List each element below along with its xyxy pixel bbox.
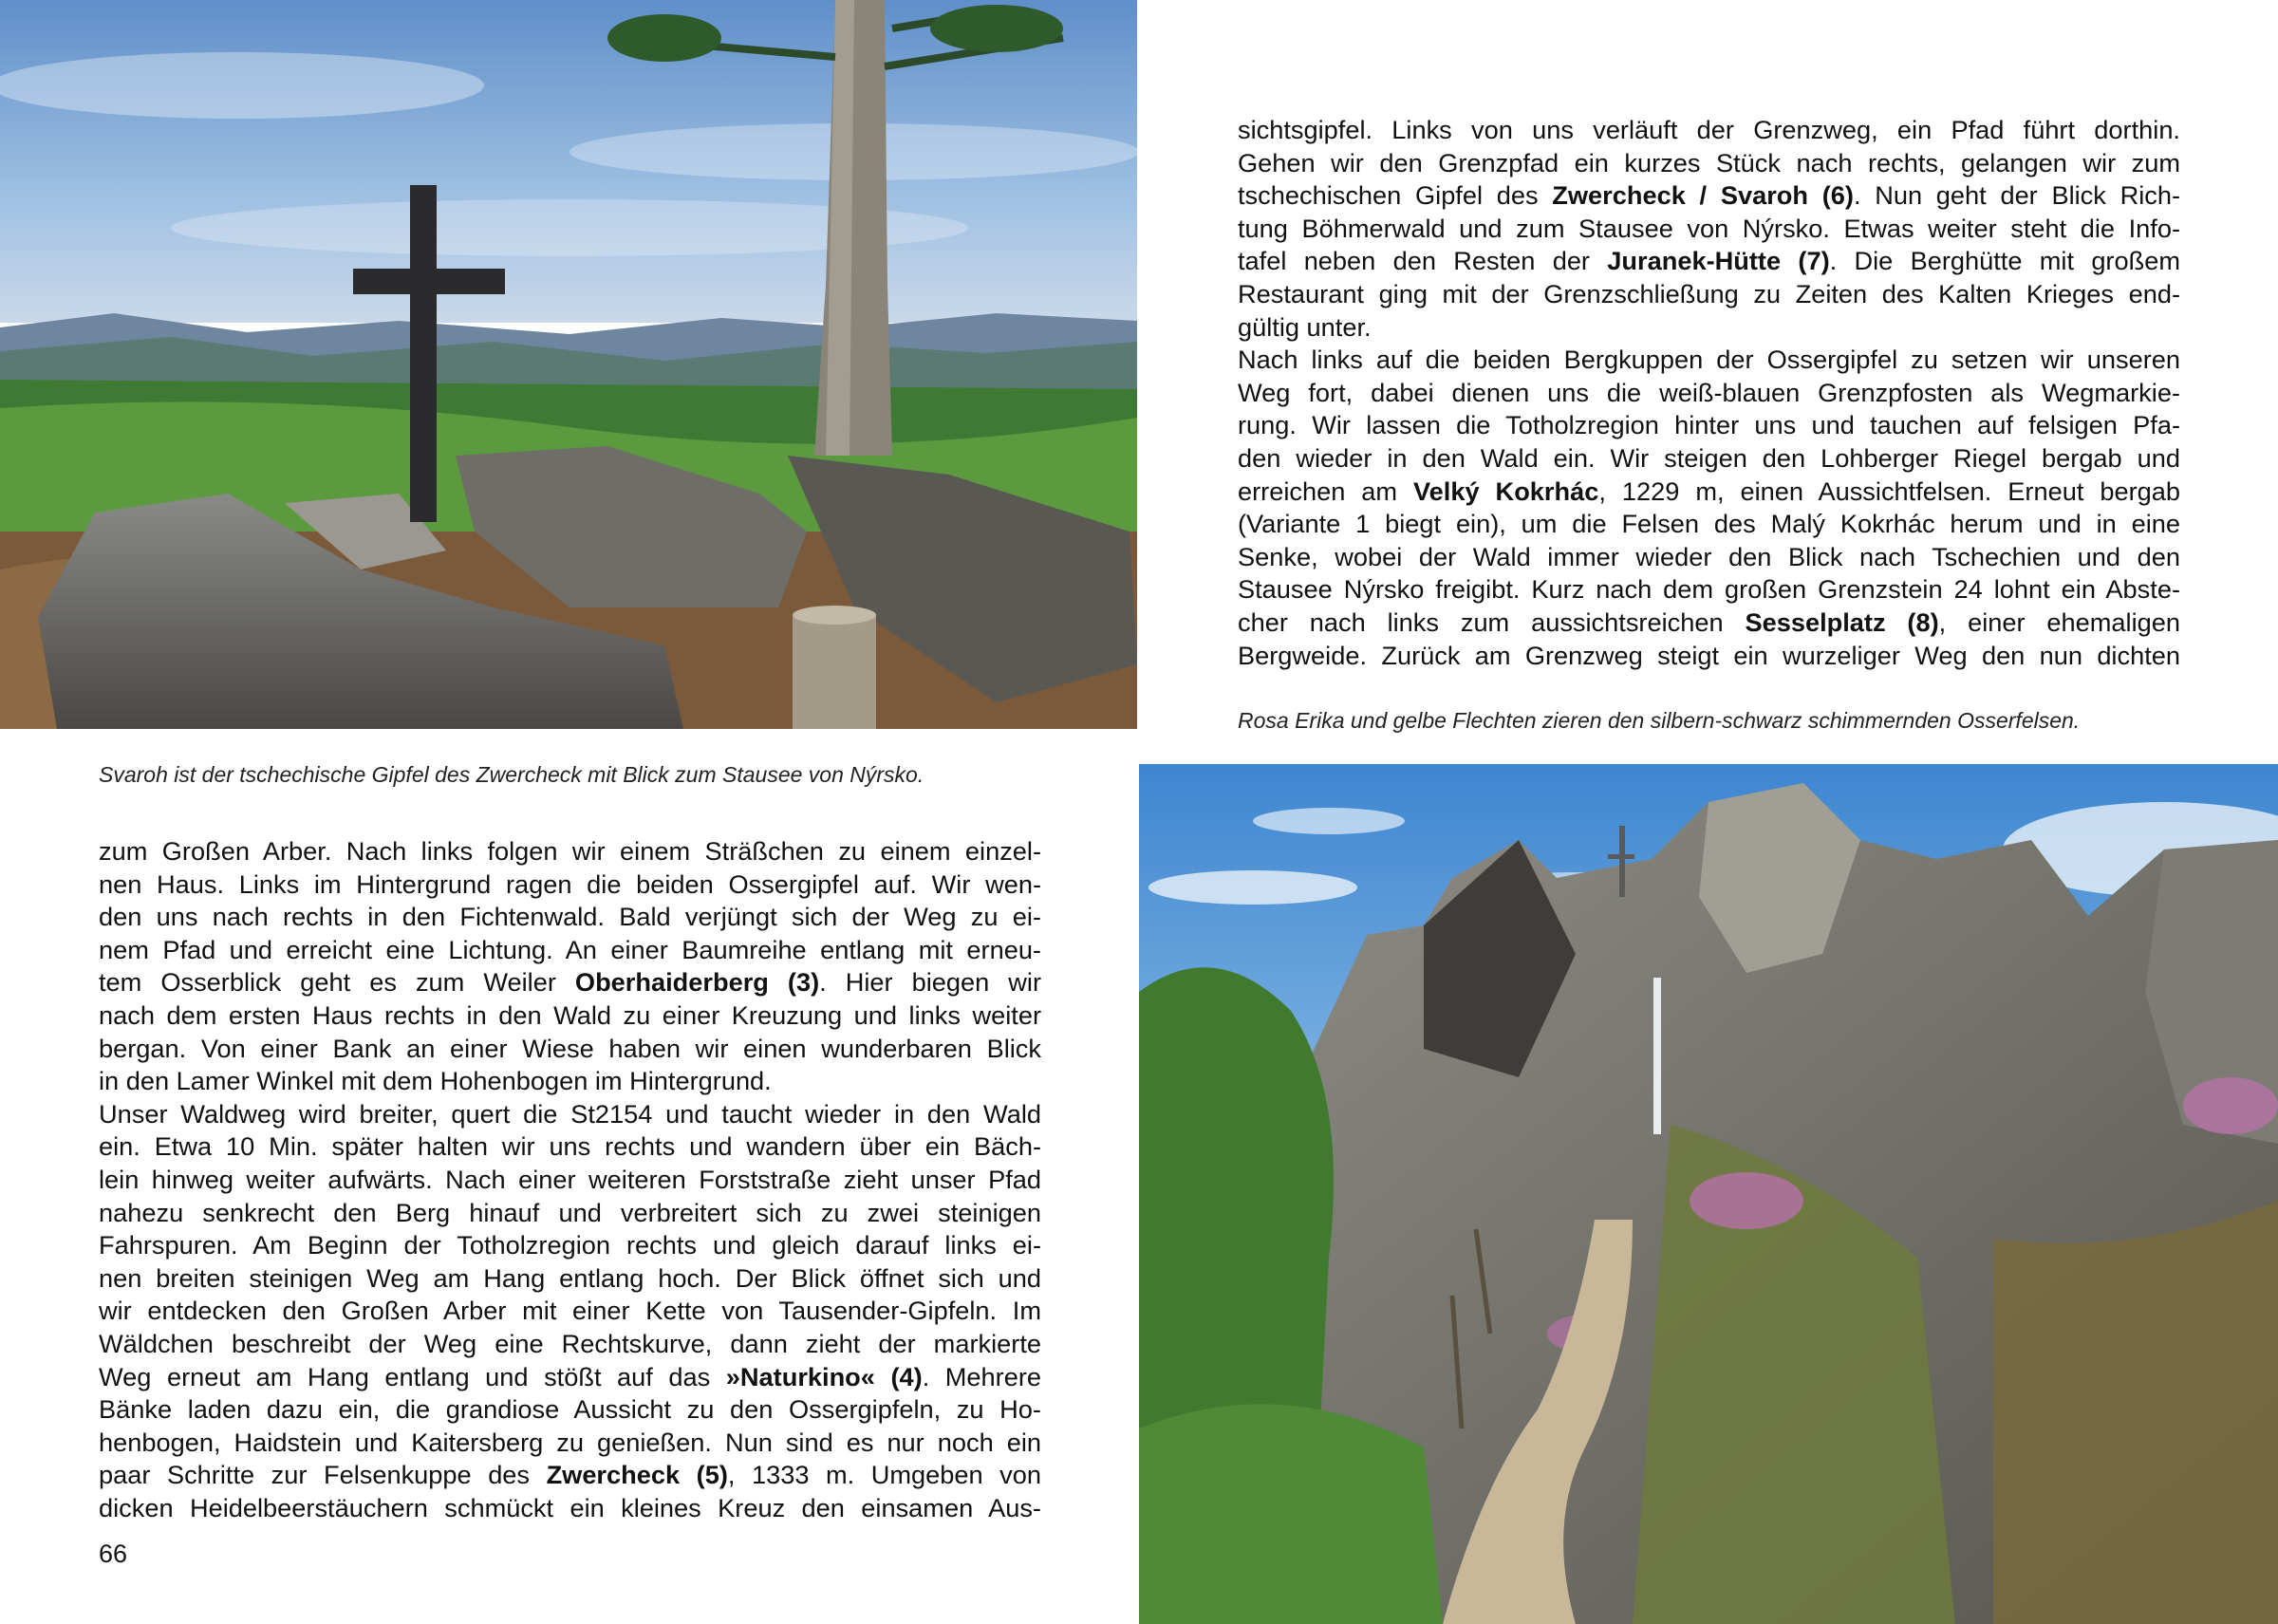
text-run: henbogen, Haidstein und Kaitersberg zu genießen. Nun sind es nur noch ein — [99, 1427, 1041, 1457]
text-run: , 1333 m. Umgeben von — [727, 1460, 1041, 1490]
text-line — [99, 835, 1041, 868]
text-run: Gehen wir den Grenzpfad ein kurzes Stück nach rechts, gelangen wir zum — [1238, 147, 2180, 177]
text-run: ein. Etwa 10 Min. später halten wir uns rechts und wandern über ein Bäch- — [99, 1131, 1041, 1162]
text-line — [99, 868, 1041, 902]
bold-place-name: Oberhaiderberg (3) — [574, 967, 820, 998]
text-run: zum Großen Arber. Nach links folgen wir einem Sträßchen zu einem einzel- — [99, 836, 1041, 866]
bold-place-name: »Naturkino« (4) — [725, 1361, 923, 1391]
text-run: nem Pfad und erreicht eine Lichtung. An einer Baumreihe entlang mit erneu- — [99, 934, 1041, 964]
text-line — [99, 1098, 1041, 1131]
text-line — [99, 1164, 1041, 1197]
text-line — [99, 1393, 1041, 1427]
bold-place-name: Velký Kokrhác — [1413, 476, 1599, 506]
text-run: den uns nach rechts in den Fichtenwald. Bald verjüngt sich der Weg zu ei- — [99, 902, 1041, 932]
text-run: Weg fort, dabei dienen uns die weiß-blauen Grenzpfosten als Wegmarkie- — [1238, 377, 2180, 407]
text-run: . Die Berghütte mit großem — [1829, 246, 2180, 276]
text-line — [99, 1229, 1041, 1262]
body-text-left-column — [99, 835, 1041, 1524]
photo-summit-cross-image — [0, 0, 1137, 729]
photo-osser-rocks-image — [1139, 764, 2278, 1624]
text-run: cher nach links zum aussichtsreichen — [1238, 607, 1746, 637]
text-line — [1238, 442, 2180, 476]
text-line — [1238, 409, 2180, 442]
text-run: Bänke laden dazu ein, die grandiose Aussicht zu den Ossergipfeln, zu Ho- — [99, 1394, 1041, 1425]
text-run: Nach links auf die beiden Bergkuppen der Ossergipfel zu setzen wir unseren — [1238, 345, 2180, 375]
text-run: erreichen am — [1238, 476, 1414, 506]
text-run: Stausee Nýrsko freigibt. Kurz nach dem großen Grenzstein 24 lohnt ein Abste- — [1238, 574, 2180, 605]
text-line — [1238, 114, 2180, 147]
text-run: . Mehrere — [922, 1361, 1042, 1391]
text-line — [99, 934, 1041, 967]
text-run: den wieder in den Wald ein. Wir steigen den Lohberger Riegel bergab und — [1238, 442, 2180, 473]
text-line — [1238, 179, 2180, 213]
text-line — [1238, 541, 2180, 574]
text-run: paar Schritte zur Felsenkuppe des — [99, 1460, 547, 1490]
text-line — [99, 966, 1041, 999]
text-line — [99, 1295, 1041, 1328]
text-line — [1238, 640, 2180, 673]
text-line — [1238, 377, 2180, 410]
text-run: nen breiten steinigen Weg am Hang entlang hoch. Der Blick öffnet sich und — [99, 1262, 1041, 1293]
photo-osser-rocks — [1139, 764, 2278, 1624]
body-text-right-column — [1238, 114, 2180, 672]
text-run: Senke, wobei der Wald immer wieder den Blick nach Tschechien und den — [1238, 541, 2180, 571]
text-run: Restaurant ging mit der Grenzschließung zu Zeiten des Kalten Krieges end- — [1238, 278, 2180, 308]
text-run: sichtsgipfel. Links von uns verläuft der Grenzweg, ein Pfad führt dorthin. — [1238, 115, 2180, 144]
text-run: lein hinweg weiter aufwärts. Nach einer weiteren Forststraße zieht unser Pfad — [99, 1164, 1041, 1194]
text-line — [1238, 476, 2180, 509]
text-line — [99, 999, 1041, 1033]
text-line — [1238, 311, 2180, 345]
photo-summit-cross — [0, 0, 1137, 729]
text-line — [1238, 147, 2180, 180]
text-line — [1238, 213, 2180, 246]
text-run: wir entdecken den Großen Arber mit einer Kette von Tausender-Gipfeln. Im — [99, 1296, 1041, 1326]
text-run: tafel neben den Resten der — [1238, 246, 1608, 276]
text-line — [99, 1427, 1041, 1460]
text-run: Weg erneut am Hang entlang und stößt auf das — [99, 1361, 726, 1391]
text-line — [1238, 278, 2180, 311]
text-line — [1238, 508, 2180, 541]
caption-right-photo: Rosa Erika und gelbe Flechten zieren den silbern-schwarz schimmernden Osserfelsen. — [1238, 708, 2081, 733]
text-run: nahezu senkrecht den Berg hinauf und verbreitert sich zu zwei steinigen — [99, 1197, 1041, 1227]
text-run: bergan. Von einer Bank an einer Wiese haben wir einen wunderbaren Blick — [99, 1033, 1041, 1063]
text-run: nach dem ersten Haus rechts in den Wald zu einer Kreuzung und links weiter — [99, 999, 1041, 1030]
text-line — [99, 1197, 1041, 1230]
text-line — [99, 1361, 1041, 1394]
text-run: tem Osserblick geht es zum Weiler — [99, 967, 575, 998]
text-line — [99, 1065, 1041, 1098]
text-run: Wäldchen beschreibt der Weg eine Rechtskurve, dann zieht der markierte — [99, 1328, 1041, 1358]
text-line — [1238, 607, 2180, 640]
text-run: Unser Waldweg wird breiter, quert die St2154 und taucht wieder in den Wald — [99, 1098, 1041, 1129]
bold-place-name: Zwercheck / Svaroh (6) — [1552, 180, 1854, 211]
bold-place-name: Juranek-Hütte (7) — [1607, 246, 1830, 276]
text-line — [99, 1459, 1041, 1492]
text-line — [99, 1262, 1041, 1296]
text-run: tschechischen Gipfel des — [1238, 180, 1553, 211]
page-number: 66 — [99, 1540, 128, 1568]
text-run: (Variante 1 biegt ein), um die Felsen des Malý Kokrhác herum und in eine — [1238, 509, 2180, 539]
text-line — [1238, 344, 2180, 377]
bold-place-name: Zwercheck (5) — [546, 1460, 728, 1490]
text-run: . Hier biegen wir — [819, 967, 1041, 998]
text-run: gültig unter. — [1238, 311, 1372, 342]
text-line — [99, 1328, 1041, 1361]
text-line — [1238, 573, 2180, 607]
text-run: , 1229 m, einen Aussichtfelsen. Erneut bergab — [1598, 476, 2180, 506]
text-run: rung. Wir lassen die Totholzregion hinter uns und tauchen auf felsigen Pfa- — [1238, 410, 2180, 440]
text-line — [99, 1130, 1041, 1164]
text-run: in den Lamer Winkel mit dem Hohenbogen im Hintergrund. — [99, 1066, 772, 1096]
bold-place-name: Sesselplatz (8) — [1745, 607, 1939, 637]
text-line — [99, 901, 1041, 934]
text-run: Bergweide. Zurück am Grenzweg steigt ein wurzeliger Weg den nun dichten — [1238, 640, 2180, 670]
text-line — [1238, 245, 2180, 278]
text-run: tung Böhmerwald und zum Stausee von Nýrsko. Etwas weiter steht die Info- — [1238, 213, 2180, 243]
text-run: Fahrspuren. Am Beginn der Totholzregion rechts und gleich darauf links ei- — [99, 1230, 1041, 1260]
text-run: nen Haus. Links im Hintergrund ragen die beiden Ossergipfel auf. Wir wen- — [99, 868, 1041, 899]
text-line — [99, 1033, 1041, 1066]
text-run: . Nun geht der Blick Rich- — [1853, 180, 2181, 211]
text-run: , einer ehemaligen — [1938, 607, 2180, 637]
text-run: dicken Heidelbeerstäuchern schmückt ein kleines Kreuz den einsamen Aus- — [99, 1492, 1041, 1522]
text-line — [99, 1492, 1041, 1525]
caption-left-photo: Svaroh ist der tschechische Gipfel des Zwercheck mit Blick zum Stausee von Nýrsko. — [99, 762, 924, 787]
